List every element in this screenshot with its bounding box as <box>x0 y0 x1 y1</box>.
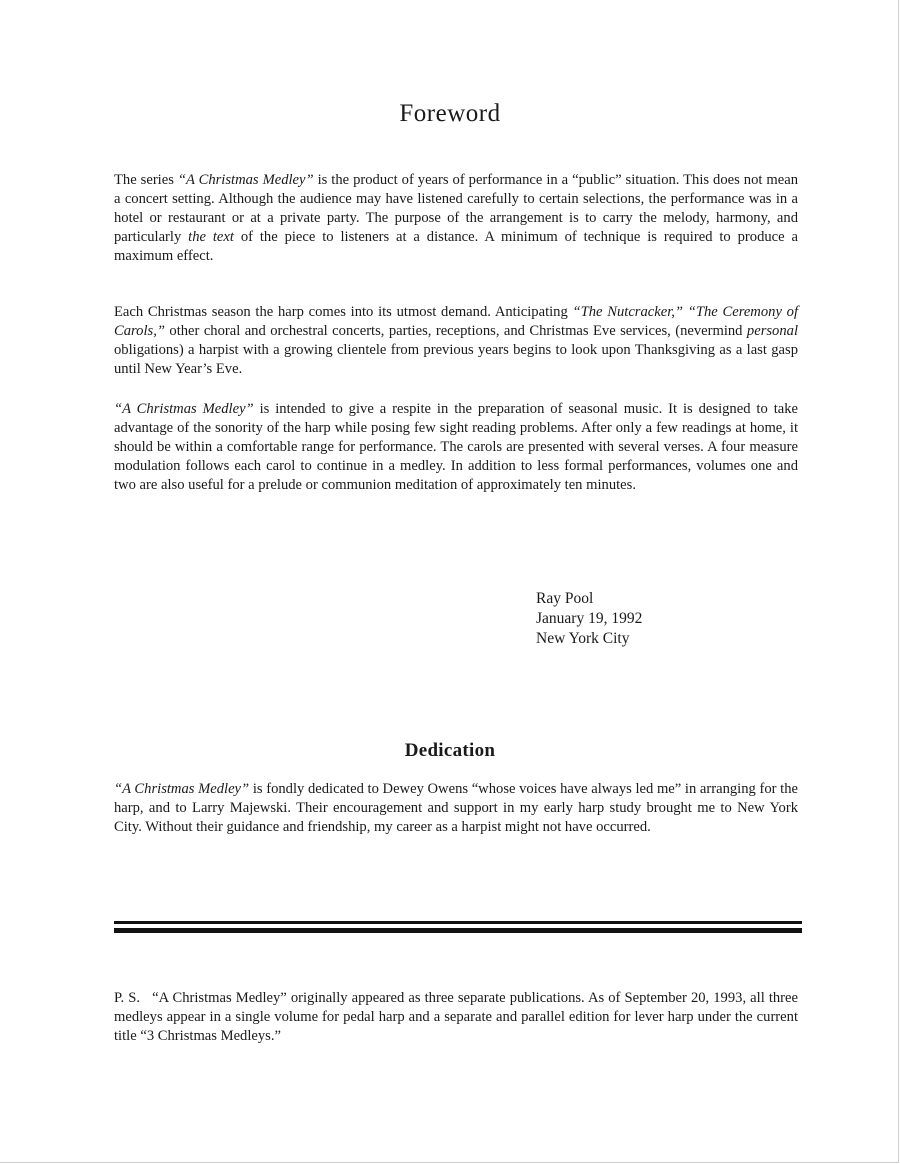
divider-thick <box>114 928 802 933</box>
text-run: is the product of years of performance in a “public” situation. This does not mean a concert setting. Although the audience may have listened carefully to certain selections, the performance was in a hotel or restaurant or at a private party. The purpose of the arrangement is to carry the melody, harmony, and particularly <box>114 172 798 245</box>
foreword-paragraph-1 <box>114 171 798 266</box>
italic-title: “A Christmas Medley” <box>114 781 250 797</box>
dedication-title: Dedication <box>404 740 496 761</box>
dedication-paragraph <box>114 780 798 837</box>
text-run: other choral and orchestral concerts, parties, receptions, and Christmas Eve services, (nevermind <box>164 323 747 339</box>
italic-title: “A Christmas Medley” <box>114 401 254 417</box>
foreword-title: Foreword <box>399 100 501 127</box>
signature-date: January 19, 1992 <box>536 610 643 627</box>
italic-emphasis: the text <box>188 229 234 245</box>
foreword-paragraph-2 <box>114 303 798 379</box>
italic-title: “A Christmas Medley” <box>177 172 314 188</box>
signature-block <box>536 589 642 649</box>
postscript-paragraph: P. S. “A Christmas Medley” originally appeared as three separate publications. As of September 20, 1993, all three medleys appear in a single volume for pedal harp and a separate and parallel edition for lever harp under the current title “3 Christmas Medleys.” <box>114 990 802 1044</box>
author-name: Ray Pool <box>536 590 594 607</box>
signature-place: New York City <box>536 630 630 647</box>
text-run: is intended to give a respite in the preparation of seasonal music. It is designed to take advantage of the sonority of the harp while posing few sight reading problems. After only a few readings at home, it should be within a comfortable range for performance. The carols are presented with several verses. A four measure modulation follows each carol to continue in a medley. In addition to less formal performances, volumes one and two are also useful for a prelude or communion meditation of approximately ten minutes. <box>114 401 798 493</box>
text-run: The series <box>114 172 178 188</box>
italic-emphasis: personal <box>746 323 798 339</box>
italic-title: “The Nutcracker,” “The Ceremony of Carols,” <box>114 304 798 339</box>
divider-thin <box>114 921 802 924</box>
text-run: of the piece to listeners at a distance. A minimum of technique is required to produce a maximum effect. <box>114 229 798 264</box>
text-run: obligations) a harpist with a growing clientele from previous years begins to look upon Thanksgiving as a last gasp until New Year’s Eve. <box>114 342 798 377</box>
text-run: Each Christmas season the harp comes into its utmost demand. Anticipating <box>114 304 573 320</box>
text-run: is fondly dedicated to Dewey Owens “whose voices have always led me” in arranging for the harp, and to Larry Majewski. Their encouragement and support in my early harp study brought me to New York City. Without their guidance and friendship, my career as a harpist might not have occurred. <box>114 781 798 835</box>
foreword-paragraph-3 <box>114 400 798 495</box>
